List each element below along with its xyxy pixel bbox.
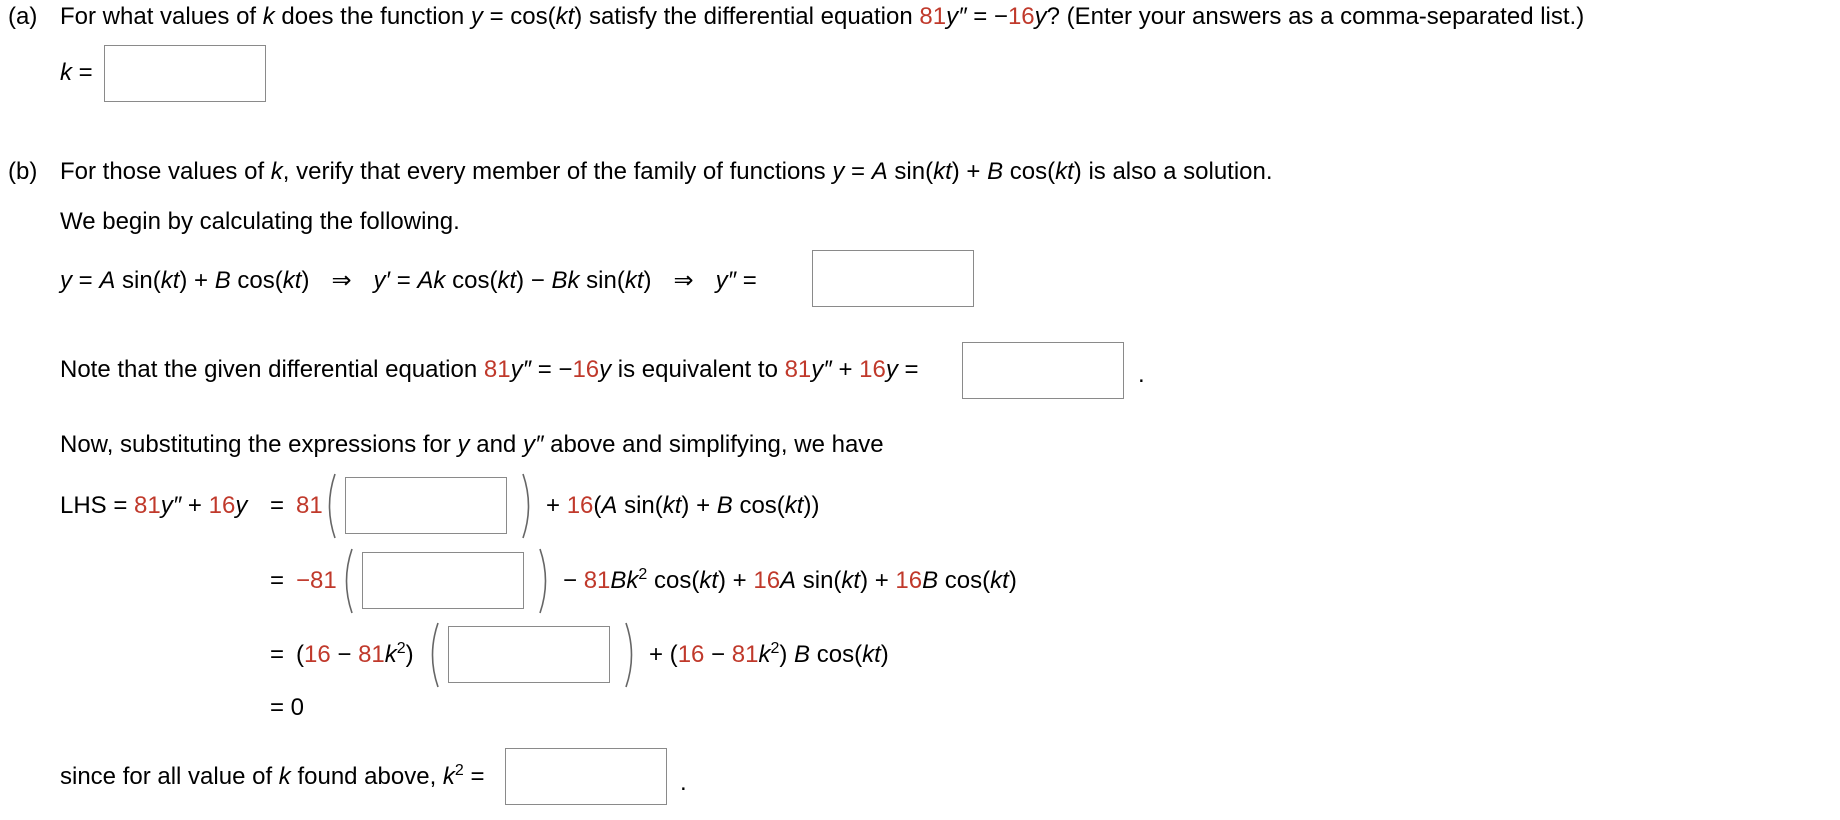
- row2-expression-input[interactable]: [362, 552, 524, 609]
- implies-arrow-icon: ⇒: [673, 267, 694, 294]
- part-b-intro: For those values of k, verify that every member of the family of functions y = A sin(kt) + B cos(kt) is also a solution.: [60, 158, 1273, 185]
- row2-rest: − $81Bk^2$ cos(kt) + 16A sin(kt) + 16B cos(kt): [563, 566, 1017, 594]
- y-double-prime-input[interactable]: [812, 250, 974, 307]
- right-paren-icon: [538, 547, 552, 615]
- substitution-text: Now, substituting the expressions for y and y″ above and simplifying, we have: [60, 431, 884, 458]
- k-values-input[interactable]: [104, 45, 266, 102]
- note-text: Note that the given differential equation 81y″ = −16y is equivalent to 81y″ + 16y =: [60, 356, 919, 383]
- equivalent-form-input[interactable]: [962, 342, 1124, 399]
- since-period: .: [680, 769, 687, 796]
- lhs-label: LHS = 81y″ + 16y: [60, 492, 248, 519]
- equals-sign: =: [270, 641, 285, 668]
- row4-zero: = 0: [270, 694, 305, 721]
- implies-arrow-icon: ⇒: [331, 267, 352, 294]
- right-paren-icon: [521, 472, 535, 540]
- note-period: .: [1138, 361, 1145, 388]
- since-text: since for all value of k found above, $k^2$ =: [60, 762, 485, 790]
- equals-sign: =: [270, 567, 285, 594]
- row1-expression-input[interactable]: [345, 477, 507, 534]
- row3-expression-input[interactable]: [448, 626, 610, 683]
- row3-rest: + $(16 - 81k^2)$ B cos(kt): [649, 640, 889, 668]
- part-a-label: (a): [8, 3, 38, 30]
- row1-coefficient: 81: [296, 492, 323, 519]
- derivative-chain: y = A sin(kt) + B cos(kt) ⇒ y′ = Ak cos(kt) − Bk sin(kt) ⇒ y″ =: [60, 267, 757, 294]
- left-paren-icon: [323, 472, 337, 540]
- right-paren-icon: [624, 621, 638, 689]
- left-paren-icon: [426, 621, 440, 689]
- k-answer-label: k =: [60, 59, 93, 86]
- begin-text: We begin by calculating the following.: [60, 208, 460, 235]
- row2-coefficient: −81: [296, 567, 337, 594]
- part-a-question: For what values of k does the function y = cos(kt) satisfy the differential equation 81y″ = −16y? (Enter your answers as a comma-separated list.): [60, 3, 1585, 30]
- row3-factor: $(16 - 81k^2)$: [296, 640, 414, 668]
- row1-rest: + 16(A sin(kt) + B cos(kt)): [546, 492, 820, 519]
- left-paren-icon: [340, 547, 354, 615]
- part-b-label: (b): [8, 158, 38, 185]
- k-squared-input[interactable]: [505, 748, 667, 805]
- equals-sign: =: [270, 492, 285, 519]
